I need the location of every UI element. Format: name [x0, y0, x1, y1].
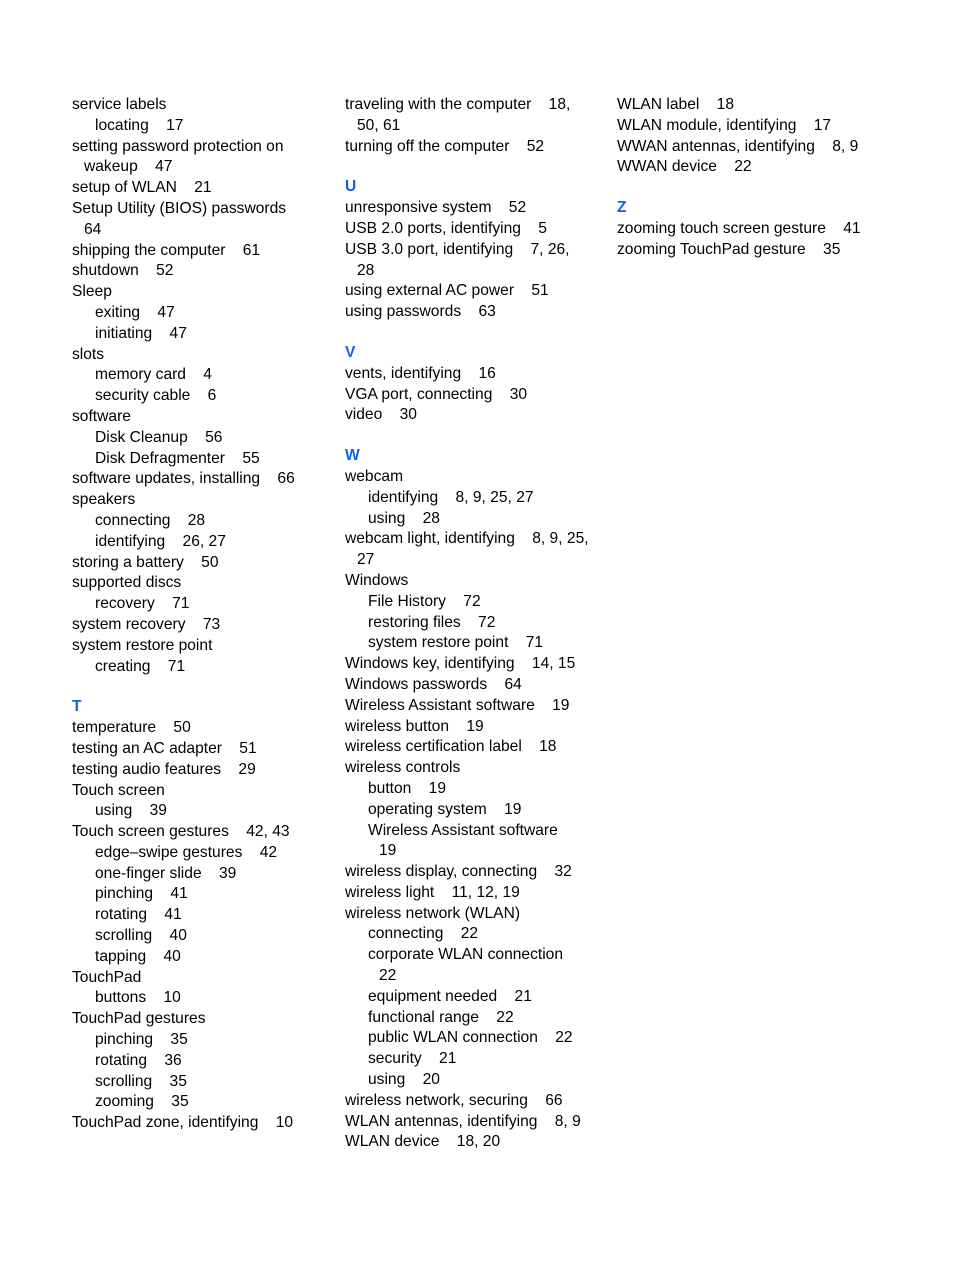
index-subentry: scrolling 40: [95, 927, 187, 945]
index-entry: system recovery 73: [72, 615, 221, 633]
index-entry: setup of WLAN 21: [72, 179, 212, 197]
index-subentry: security 21: [368, 1050, 457, 1068]
index-subentry: restoring files 72: [368, 613, 496, 631]
index-entry: video 30: [345, 406, 417, 424]
index-entry: Windows passwords 64: [345, 675, 522, 693]
index-entry: wireless network (WLAN): [345, 904, 521, 922]
index-entry: Sleep: [72, 283, 112, 301]
index-entry: zooming touch screen gesture 41: [617, 219, 861, 237]
index-entry: temperature 50: [72, 719, 191, 737]
index-subentry: locating 17: [95, 116, 184, 134]
index-entry: TouchPad zone, identifying 10: [72, 1114, 294, 1132]
index-entry: wireless light 11, 12, 19: [345, 883, 520, 901]
index-entry: using external AC power 51: [345, 282, 549, 300]
index-subentry: system restore point 71: [368, 634, 544, 652]
index-column-3: [617, 95, 917, 261]
index-letter-heading: T: [72, 698, 82, 716]
index-entry: webcam: [345, 467, 404, 485]
index-entry: wireless network, securing 66: [345, 1091, 563, 1109]
index-entry: system restore point: [72, 636, 213, 654]
index-entry: using passwords 63: [345, 303, 496, 321]
index-entry: WWAN antennas, identifying 8, 9: [617, 137, 859, 155]
index-entry: 50, 61: [357, 116, 401, 134]
index-subentry: using 39: [95, 802, 167, 820]
index-subentry: buttons 10: [95, 989, 181, 1007]
index-entry: zooming TouchPad gesture 35: [617, 240, 841, 258]
index-subentry: pinching 35: [95, 1031, 188, 1049]
index-entry: 64: [84, 220, 102, 238]
index-entry: WWAN device 22: [617, 158, 752, 176]
index-subentry: Disk Defragmenter 55: [95, 449, 260, 467]
index-letter-heading: W: [345, 447, 360, 465]
index-entry: traveling with the computer 18,: [345, 96, 571, 113]
index-subentry: identifying 8, 9, 25, 27: [368, 488, 534, 506]
index-entry: testing audio features 29: [72, 760, 256, 778]
index-subentry: zooming 35: [95, 1093, 189, 1111]
index-entry: service labels: [72, 96, 167, 113]
index-subentry: recovery 71: [95, 595, 190, 613]
index-entry: software: [72, 407, 131, 425]
index-letter-heading: Z: [617, 199, 627, 217]
index-subentry: File History 72: [368, 592, 481, 610]
index-subentry: connecting 22: [368, 925, 479, 943]
index-subentry: Disk Cleanup 56: [95, 428, 223, 446]
index-entry: Setup Utility (BIOS) passwords: [72, 199, 287, 217]
index-entry: wireless button 19: [345, 717, 484, 735]
index-entry: Wireless Assistant software 19: [345, 696, 570, 714]
index-subentry: creating 71: [95, 657, 186, 675]
index-entry: 27: [357, 551, 375, 569]
index-subentry: memory card 4: [95, 366, 212, 384]
index-subentry: connecting 28: [95, 511, 206, 529]
index-column-1: [72, 95, 322, 1134]
index-entry: USB 2.0 ports, identifying 5: [345, 219, 547, 237]
index-entry: testing an AC adapter 51: [72, 739, 257, 757]
index-entry: shipping the computer 61: [72, 241, 261, 259]
index-entry: vents, identifying 16: [345, 364, 496, 382]
index-entry: TouchPad: [72, 968, 142, 986]
index-entry: slots: [72, 345, 105, 363]
index-subentry: initiating 47: [95, 324, 187, 342]
index-entry: unresponsive system 52: [345, 199, 527, 217]
index-subentry: using 28: [368, 509, 440, 527]
index-subentry: equipment needed 21: [368, 987, 532, 1005]
index-entry: storing a battery 50: [72, 553, 219, 571]
index-subentry: operating system 19: [368, 800, 522, 818]
index-entry: Touch screen: [72, 781, 165, 799]
index-subentry: security cable 6: [95, 387, 217, 405]
index-entry: setting password protection on: [72, 137, 284, 155]
index-entry: USB 3.0 port, identifying 7, 26,: [345, 240, 570, 258]
index-entry: Windows: [345, 571, 409, 589]
index-subentry: 22: [379, 967, 397, 985]
index-entry: Touch screen gestures 42, 43: [72, 823, 290, 841]
index-entry: webcam light, identifying 8, 9, 25,: [345, 530, 589, 548]
index-subentry: scrolling 35: [95, 1072, 187, 1090]
index-entry: WLAN label 18: [617, 96, 735, 113]
index-subentry: exiting 47: [95, 303, 175, 321]
index-subentry: 19: [379, 842, 397, 860]
index-entry: 28: [357, 261, 375, 279]
index-subentry: corporate WLAN connection: [368, 946, 564, 964]
index-subentry: identifying 26, 27: [95, 532, 226, 550]
index-subentry: functional range 22: [368, 1008, 514, 1026]
index-entry: wireless display, connecting 32: [345, 863, 572, 881]
index-column-2: [345, 95, 600, 1153]
index-entry: Windows key, identifying 14, 15: [345, 655, 576, 673]
index-entry: WLAN device 18, 20: [345, 1133, 501, 1151]
index-letter-heading: U: [345, 178, 357, 196]
index-entry: VGA port, connecting 30: [345, 385, 528, 403]
index-subentry: one-finger slide 39: [95, 864, 237, 882]
index-subentry: tapping 40: [95, 947, 181, 965]
index-subentry: public WLAN connection 22: [368, 1029, 573, 1047]
index-entry: wireless controls: [345, 759, 461, 777]
index-subentry: rotating 41: [95, 906, 182, 924]
index-subentry: pinching 41: [95, 885, 188, 903]
index-entry: shutdown 52: [72, 262, 174, 280]
index-entry: wireless certification label 18: [345, 738, 557, 756]
index-entry: turning off the computer 52: [345, 137, 545, 155]
index-letter-heading: V: [345, 343, 356, 361]
index-entry: WLAN module, identifying 17: [617, 116, 832, 134]
index-entry: wakeup 47: [84, 158, 173, 176]
index-subentry: rotating 36: [95, 1051, 182, 1069]
index-entry: software updates, installing 66: [72, 470, 295, 488]
index-subentry: button 19: [368, 779, 447, 797]
index-entry: speakers: [72, 491, 136, 509]
index-entry: TouchPad gestures: [72, 1010, 206, 1028]
index-entry: WLAN antennas, identifying 8, 9: [345, 1112, 581, 1130]
index-subentry: Wireless Assistant software: [368, 821, 558, 839]
index-subentry: edge–swipe gestures 42: [95, 843, 278, 861]
index-entry: supported discs: [72, 574, 182, 592]
index-subentry: using 20: [368, 1071, 440, 1089]
